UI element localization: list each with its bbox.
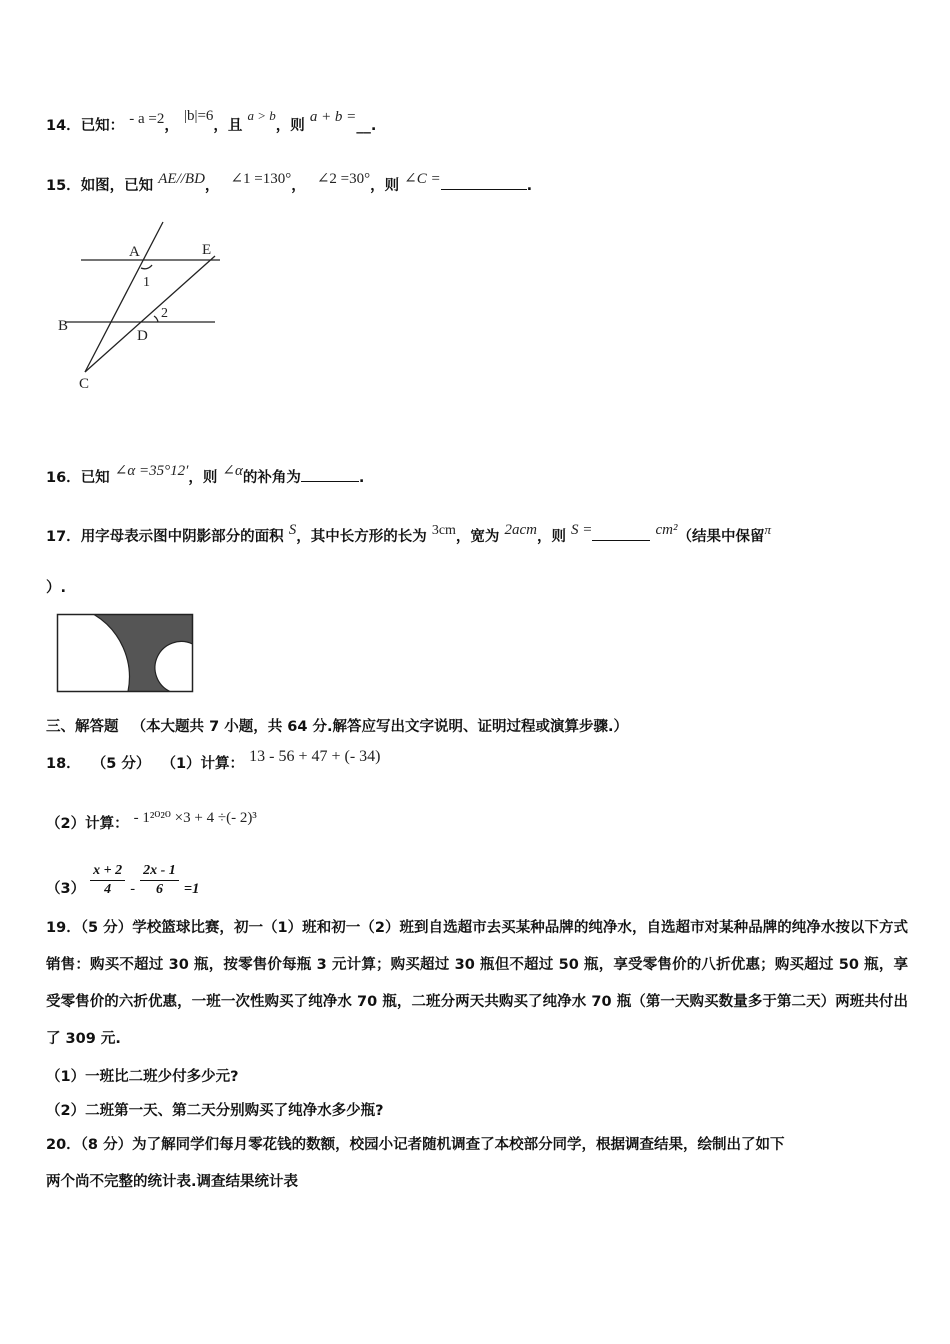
- q16-conj: ，则: [188, 470, 218, 486]
- q16-line: [46, 463, 365, 488]
- q19-paragraph: 19．（5 分）学校篮球比赛，初一（1）班和初一（2）班到自选超市去买某种品牌的纯净水，自选超市对某种品牌的纯净水按以下方式销售：购买不超过 30 瓶，按零售价每瓶 3 元计算；购买超过 30 瓶但不超过 50 瓶，享受零售价的八折优惠；购买超过 50 瓶，享受零售价的六折优惠，一班一次性购买了纯净水 70 瓶，二班分两天共购买了纯净水 70 瓶（第一天购买数量多于第二天）两班共付出了 309 元.: [46, 920, 908, 1047]
- q15-line: [46, 171, 533, 196]
- q19-sub-2: （2）二班第一天、第二天分别购买了纯净水多少瓶?: [46, 1103, 384, 1119]
- q17-math-width: 2acm: [504, 522, 537, 538]
- q18-part3-label: （3）: [46, 881, 86, 897]
- q18-equals: =1: [183, 881, 200, 897]
- q18-part2-expr: - 1²⁰²⁰ ×3 + 4 ÷(- 2)³: [133, 810, 257, 826]
- q18-score: （5 分）: [91, 756, 151, 772]
- label-d: D: [137, 328, 148, 344]
- q17-answer-blank: [592, 526, 650, 541]
- q17-text-4: ，则: [536, 529, 566, 545]
- q16-number: 16．: [46, 470, 81, 486]
- q16-math-1: ∠α =35°12′: [114, 463, 189, 479]
- q14-lead: 已知：: [80, 118, 125, 134]
- q15-math-2: ∠1 =130°: [230, 171, 292, 187]
- q17-text-3: ，宽为: [455, 529, 500, 545]
- label-angle-1: 1: [143, 275, 150, 290]
- q15-math-3: ∠2 =30°: [316, 171, 371, 187]
- section-3-note: （本大题共 7 小题，共 64 分.解答应写出文字说明、证明过程或演算步骤.）: [131, 719, 629, 735]
- q18-minus: -: [130, 881, 136, 897]
- q18-frac1-denominator: 4: [104, 882, 112, 897]
- q14-conj-2: ，则: [275, 118, 305, 134]
- q17-math-length: 3cm: [431, 523, 456, 538]
- q15-conj: ，则: [370, 178, 400, 194]
- label-a: A: [129, 244, 140, 260]
- q14-math-3: a > b: [247, 108, 276, 123]
- q18-part1-label: （1）计算：: [161, 756, 245, 772]
- q16-end: .: [358, 470, 365, 486]
- q15-math-4: ∠C =: [404, 171, 441, 187]
- q20-line-1: 20．（8 分）为了解同学们每月零花钱的数额，校园小记者随机调查了本校部分同学，根据调查结果，绘制出了如下: [46, 1137, 785, 1153]
- section-3-heading: [46, 717, 628, 737]
- angle-2-arc: [154, 316, 158, 322]
- label-c: C: [79, 376, 90, 392]
- angle-1-arc: [141, 265, 152, 269]
- q14-comma-1: ，: [164, 118, 179, 134]
- q19-sub-1: （1）一班比二班少付多少元?: [46, 1069, 239, 1085]
- q17-line: [46, 522, 771, 548]
- q18-fraction-2: [140, 862, 179, 899]
- q14-answer-blank: __.: [356, 118, 377, 134]
- q17-math-unit: cm²: [655, 522, 678, 538]
- q14-conj-1: ，且: [213, 118, 243, 134]
- q17-continued: ）.: [46, 580, 67, 596]
- section-3-title: 三、解答题: [46, 719, 119, 735]
- label-e: E: [202, 242, 212, 258]
- label-b: B: [58, 318, 69, 334]
- q14-math-2: |b|=6: [183, 108, 214, 124]
- q17-number: 17．: [46, 529, 81, 545]
- q16-answer-blank: [301, 467, 359, 482]
- line-ec: [85, 256, 215, 372]
- q15-math-1: AE//BD: [158, 171, 205, 187]
- q18-frac2-denominator: 6: [155, 882, 163, 897]
- q14-line: [46, 108, 377, 136]
- q18-part2-label: （2）计算：: [46, 816, 129, 832]
- q18-part1-expr: 13 - 56 + 47 + (- 34): [249, 748, 381, 765]
- q14-math-1: - a =2: [129, 111, 165, 127]
- q16-text: 的补角为: [242, 470, 301, 486]
- q16-lead: 已知: [80, 470, 110, 486]
- q17-text-1: 用字母表示图中阴影部分的面积: [80, 529, 284, 545]
- q17-figure: [56, 613, 196, 693]
- line-ac: [85, 222, 163, 372]
- q18-frac1-numerator: x + 2: [90, 862, 125, 881]
- q15-number: 15．: [46, 178, 81, 194]
- q18-number: 18．: [46, 756, 81, 772]
- q15-figure: [55, 220, 230, 395]
- q18-line-3: [46, 862, 199, 909]
- q15-comma-1: ，: [204, 178, 220, 194]
- label-angle-2: 2: [161, 306, 168, 321]
- q18-fraction-1: [90, 862, 125, 899]
- q17-math-pi: π: [764, 522, 771, 537]
- q15-answer-blank: [441, 175, 527, 190]
- q14-math-4: a + b =: [309, 109, 357, 125]
- q15-comma-2: ，: [291, 178, 306, 194]
- q15-end: .: [526, 178, 533, 194]
- q14-number: 14．: [46, 118, 81, 134]
- q20-line-2: 两个尚不完整的统计表.调查结果统计表: [46, 1174, 299, 1190]
- q17-math-s: S: [288, 522, 297, 538]
- q17-text-2: ，其中长方形的长为: [296, 529, 427, 545]
- q17-text-5: （结果中保留: [677, 529, 765, 545]
- q17-math-seq: S =: [571, 522, 593, 538]
- q18-line-2: [46, 810, 257, 834]
- q18-line-1: [46, 748, 381, 774]
- q18-frac2-numerator: 2x - 1: [140, 862, 179, 881]
- q15-lead: 如图，已知: [80, 178, 154, 194]
- q16-math-2: ∠α: [222, 463, 243, 479]
